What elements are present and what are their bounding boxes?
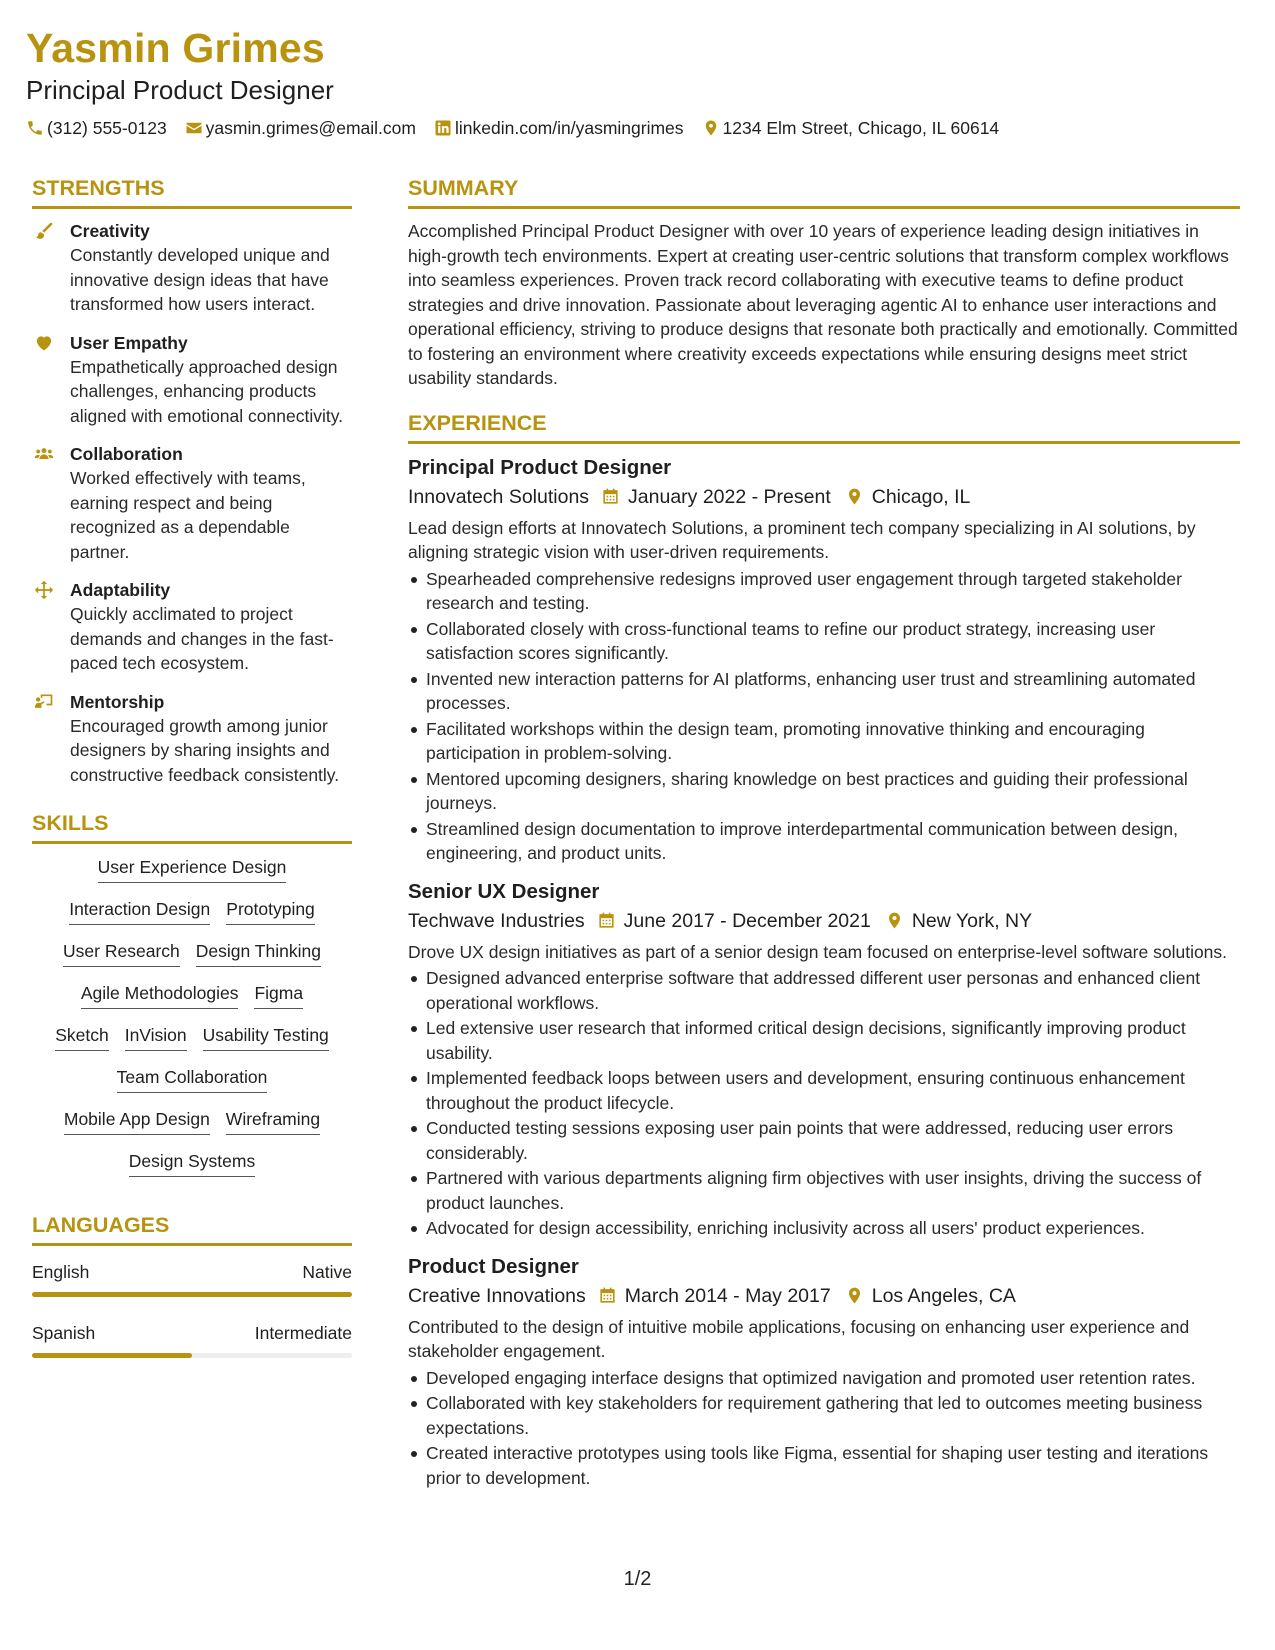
- chalkboard-teacher-icon: [34, 692, 54, 712]
- strength-item: [32, 578, 352, 676]
- language-level: Native: [302, 1262, 352, 1282]
- skill-row: [32, 896, 352, 925]
- job-description: Lead design efforts at Innovatech Solutions, a prominent tech company specializing in AI solutions, by aligning strategic vision with user-driven requirements.: [408, 517, 1196, 562]
- job-title: Product Designer: [408, 1254, 579, 1278]
- strength-title: User Empathy: [70, 332, 188, 353]
- list-item: Facilitated workshops within the design team, promoting innovative thinking and encouraging participation in problem-solving.: [408, 717, 1240, 766]
- strength-item: [32, 219, 352, 317]
- skill-tag: Design Systems: [129, 1148, 255, 1177]
- map-pin-icon: [845, 1286, 864, 1305]
- job-bullets: [408, 1366, 1240, 1491]
- job-title: Principal Product Designer: [408, 455, 672, 479]
- skill-tag: Usability Testing: [203, 1022, 329, 1051]
- job-dates: June 2017 - December 2021: [623, 909, 871, 932]
- job-location: Los Angeles, CA: [871, 1284, 1016, 1307]
- job-title: Senior UX Designer: [408, 879, 600, 903]
- skill-tag: User Research: [63, 938, 180, 967]
- strength-title: Collaboration: [70, 444, 183, 464]
- contact-address-text: 1234 Elm Street, Chicago, IL 60614: [722, 118, 1000, 138]
- map-pin-icon: [845, 487, 864, 506]
- heart-icon: [34, 333, 54, 353]
- map-pin-icon: [885, 911, 904, 930]
- skill-tag: User Experience Design: [98, 854, 287, 883]
- contact-bar: [26, 116, 1246, 140]
- language-bar: [32, 1353, 352, 1358]
- calendar-icon: [598, 1286, 617, 1305]
- skill-row: [32, 854, 352, 883]
- strength-desc: Empathetically approached design challenges, enhancing products aligned with emotional connectivity.: [70, 356, 344, 426]
- job-dates: March 2014 - May 2017: [624, 1284, 831, 1307]
- right-column: [408, 174, 1240, 1502]
- job-company: Innovatech Solutions: [408, 485, 590, 508]
- skill-tag: Figma: [254, 980, 303, 1009]
- list-item: Collaborated with key stakeholders for requirement gathering that led to outcomes meeting business expectations.: [408, 1391, 1240, 1440]
- language-bar-fill: [32, 1292, 352, 1297]
- strength-desc: Encouraged growth among junior designers by sharing insights and constructive feedback consistently.: [70, 715, 340, 785]
- language-bar: [32, 1292, 352, 1297]
- list-item: Invented new interaction patterns for AI platforms, enhancing user trust and streamlining automated processes.: [408, 667, 1240, 716]
- language-name: English: [32, 1262, 90, 1282]
- skill-tag: Agile Methodologies: [81, 980, 239, 1009]
- strengths-title: STRENGTHS: [32, 174, 352, 209]
- linkedin-icon: [434, 119, 452, 137]
- language-bar-fill: [32, 1353, 192, 1358]
- skill-tag: Mobile App Design: [64, 1106, 210, 1135]
- strength-item: [32, 690, 352, 788]
- envelope-icon: [185, 119, 203, 137]
- strength-desc: Constantly developed unique and innovative design ideas that have transformed how users interact.: [70, 245, 330, 314]
- skills-title: SKILLS: [32, 809, 352, 844]
- list-item: Created interactive prototypes using tools like Figma, essential for shaping user testing and iterations prior to development.: [408, 1441, 1240, 1490]
- arrows-move-icon: [34, 580, 54, 600]
- job-bullets: [408, 966, 1240, 1241]
- skills-list: [32, 854, 352, 1177]
- skill-tag: Prototyping: [226, 896, 315, 925]
- list-item: Advocated for design accessibility, enriching inclusivity across all users' product experiences.: [408, 1216, 1240, 1241]
- candidate-name: Yasmin Grimes: [26, 25, 325, 71]
- skill-row: [32, 1106, 352, 1135]
- list-item: Developed engaging interface designs that optimized navigation and promoted user retention rates.: [408, 1366, 1240, 1391]
- job-dates: January 2022 - Present: [628, 485, 831, 508]
- skill-row: [32, 938, 352, 967]
- skill-row: [32, 1064, 352, 1093]
- skill-tag: Sketch: [55, 1022, 109, 1051]
- strength-title: Mentorship: [70, 691, 165, 712]
- contact-email-text: yasmin.grimes@email.com: [205, 118, 416, 138]
- language-item: [32, 1260, 352, 1297]
- language-name: Spanish: [32, 1323, 96, 1343]
- job-description: Contributed to the design of intuitive mobile applications, focusing on enhancing user experience and stakeholder engagement.: [408, 1316, 1190, 1361]
- contact-email[interactable]: [185, 116, 416, 140]
- strength-item: [32, 442, 352, 564]
- job-entry: [408, 454, 1240, 866]
- resume-header: [26, 24, 1246, 140]
- users-icon: [34, 444, 54, 464]
- calendar-icon: [601, 487, 620, 506]
- list-item: Streamlined design documentation to improve interdepartmental communication between design, engineering, and product units.: [408, 817, 1240, 866]
- paintbrush-icon: [34, 221, 54, 241]
- map-pin-icon: [702, 119, 720, 137]
- strength-desc: Quickly acclimated to project demands and changes in the fast-paced tech ecosystem.: [70, 604, 334, 673]
- strength-desc: Worked effectively with teams, earning respect and being recognized as a dependable partner.: [70, 468, 306, 562]
- job-entry: [408, 1253, 1240, 1491]
- left-column: [32, 174, 352, 1382]
- languages-title: LANGUAGES: [32, 1211, 352, 1246]
- contact-address: [702, 116, 1000, 140]
- job-company: Techwave Industries: [408, 909, 585, 932]
- list-item: Designed advanced enterprise software that addressed different user personas and enhanced client operational workflows.: [408, 966, 1240, 1015]
- phone-icon: [26, 119, 44, 137]
- skill-tag: InVision: [125, 1022, 187, 1051]
- contact-phone-text: (312) 555-0123: [47, 118, 167, 138]
- job-location: New York, NY: [911, 909, 1033, 932]
- list-item: Partnered with various departments aligning firm objectives with user insights, driving the success of product launches.: [408, 1166, 1240, 1215]
- list-item: Collaborated closely with cross-functional teams to refine our product strategy, increasing user satisfaction scores significantly.: [408, 617, 1240, 666]
- contact-linkedin[interactable]: [434, 116, 684, 140]
- job-company: Creative Innovations: [408, 1284, 586, 1307]
- summary-title: SUMMARY: [408, 174, 1240, 209]
- job-description: Drove UX design initiatives as part of a senior design team focused on enterprise-level software solutions.: [408, 941, 1228, 962]
- strength-title: Adaptability: [70, 580, 171, 600]
- skill-tag: Team Collaboration: [117, 1064, 268, 1093]
- list-item: Spearheaded comprehensive redesigns improved user engagement through targeted stakeholder research and testing.: [408, 567, 1240, 616]
- contact-linkedin-text: linkedin.com/in/yasmingrimes: [454, 118, 684, 138]
- candidate-role: Principal Product Designer: [26, 75, 334, 105]
- strength-item: [32, 331, 352, 429]
- skill-tag: Interaction Design: [69, 896, 210, 925]
- page-number: 1/2: [623, 1568, 652, 1590]
- language-item: [32, 1321, 352, 1358]
- summary-text: Accomplished Principal Product Designer with over 10 years of experience leading design initiatives in high-growth tech environments. Expert at creating user-centric solutions that transform complex workflows into seamless experiences. Proven track record collaborating with executive teams to define product strategies and drive innovation. Passionate about leveraging agentic AI to enhance user interactions and operational efficiency, striving to produce designs that resonate both practically and emotionally. Committed to fostering an environment where creativity exceeds expectations while ensuring designs meet strict usability standards.: [408, 221, 1238, 388]
- skill-row: [32, 1022, 352, 1051]
- list-item: Conducted testing sessions exposing user pain points that were addressed, reducing user errors considerably.: [408, 1116, 1240, 1165]
- calendar-icon: [597, 911, 616, 930]
- job-location: Chicago, IL: [871, 485, 971, 508]
- language-level: Intermediate: [254, 1323, 352, 1343]
- skill-tag: Wireframing: [226, 1106, 320, 1135]
- list-item: Mentored upcoming designers, sharing knowledge on best practices and guiding their professional journeys.: [408, 767, 1240, 816]
- skill-row: [32, 1148, 352, 1177]
- list-item: Led extensive user research that informed critical design decisions, significantly improving product usability.: [408, 1016, 1240, 1065]
- strength-title: Creativity: [70, 221, 150, 241]
- list-item: Implemented feedback loops between users and development, ensuring continuous enhancement throughout the product lifecycle.: [408, 1066, 1240, 1115]
- skill-tag: Design Thinking: [196, 938, 321, 967]
- job-entry: [408, 878, 1240, 1241]
- skill-row: [32, 980, 352, 1009]
- experience-title: EXPERIENCE: [408, 409, 1240, 444]
- contact-phone[interactable]: [26, 116, 167, 140]
- job-bullets: [408, 567, 1240, 866]
